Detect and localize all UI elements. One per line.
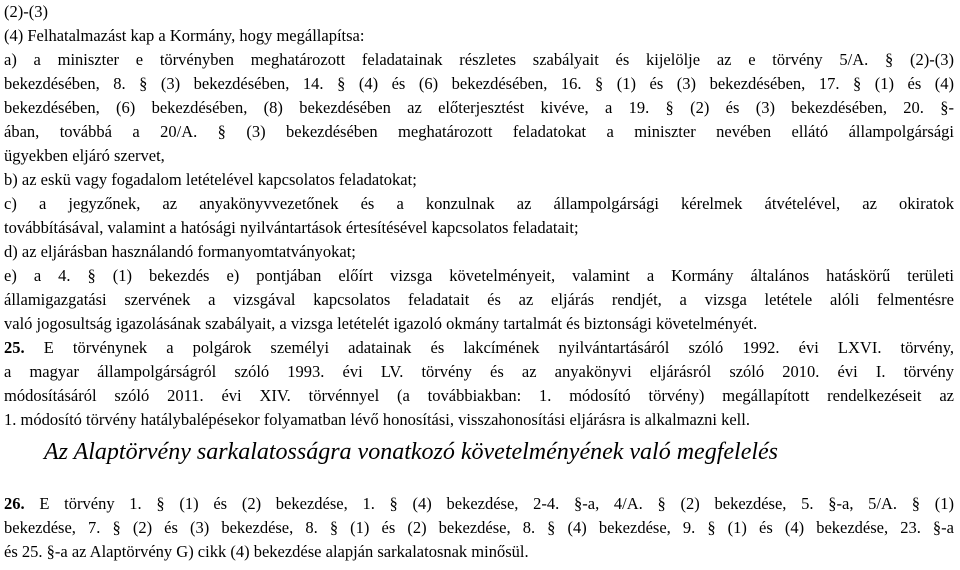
section-number: 25.: [4, 338, 25, 357]
text-line: c) a jegyzőnek, az anyakönyvvezetőnek és a konzulnak az állampolgársági kérelmek átvételével, az okiratok: [4, 194, 954, 213]
section-heading: Az Alaptörvény sarkalatosságra vonatkozó követelményének való megfelelés: [44, 439, 779, 465]
text-line: bekezdésében, 8. § (3) bekezdésében, 14. § (4) és (6) bekezdésében, 16. § (1) és (3) bekezdésében, 17. § (1) és (4): [4, 74, 954, 93]
text-line: továbbításával, valamint a hatósági nyilvántartások értesítésével kapcsolatos feladatait;: [4, 218, 579, 237]
text-line: és 25. §-a az Alaptörvény G) cikk (4) bekezdése alapján sarkalatosnak minősül.: [4, 542, 529, 561]
text-line: b) az eskü vagy fogadalom letételével kapcsolatos feladatokat;: [4, 170, 417, 189]
text-line: a) a miniszter e törvényben meghatározott feladatainak részletes szabályait és kijelölje az e törvény 5/A. § (2)-(3): [4, 50, 954, 69]
text-line: államigazgatási szervének a vizsgával kapcsolatos feladatait és az eljárás rendjét, a vizsga letétele alóli felmentésre: [4, 290, 954, 309]
text-line: bekezdése, 7. § (2) és (3) bekezdése, 8. § (1) és (2) bekezdése, 8. § (4) bekezdése, 9. § (1) és (4) bekezdése, 23. §-a: [4, 518, 954, 537]
section-25-line: [4, 336, 954, 360]
text-line: módosításáról szóló 2011. évi XIV. törvénnyel (a továbbiakban: 1. módosító törvény) megállapított rendelkezéseit az: [4, 386, 954, 405]
text-line: ügyekben eljáró szervet,: [4, 146, 165, 165]
text-line: E törvény 1. § (1) és (2) bekezdése, 1. § (4) bekezdése, 2-4. §-a, 4/A. § (2) bekezdése, 5. §-a, 5/A. § (1): [39, 494, 954, 513]
text-line: d) az eljárásban használandó formanyomtatványokat;: [4, 242, 356, 261]
text-line: (4) Felhatalmazást kap a Kormány, hogy megállapítsa:: [4, 26, 365, 45]
text-line: a magyar állampolgárságról szóló 1993. évi LV. törvény és az anyakönyvi eljárásról szóló 2010. évi I. törvény: [4, 362, 954, 381]
text-line: 1. módosító törvény hatálybalépésekor folyamatban lévő honosítási, visszahonosítási eljárásra is alkalmazni kell.: [4, 410, 750, 429]
text-line: ában, továbbá a 20/A. § (3) bekezdésében meghatározott feladatokat a miniszter nevében ellátó állampolgársági: [4, 122, 954, 141]
text-line: e) a 4. § (1) bekezdés e) pontjában előírt vizsga követelményeit, valamint a Kormány általános hatáskörű területi: [4, 266, 954, 285]
text-line: való jogosultság igazolásának szabályait, a vizsga letételét igazoló okmány tartalmát és biztonsági követelményét.: [4, 314, 758, 333]
section-number: 26.: [4, 494, 25, 513]
section-26-line: [4, 492, 954, 516]
text-line: bekezdésében, (6) bekezdésében, (8) bekezdésében az előterjesztést kivéve, a 19. § (2) és (3) bekezdésében, 20. §-: [4, 98, 954, 117]
text-line: (2)-(3): [4, 2, 48, 21]
text-line: E törvénynek a polgárok személyi adatainak és lakcímének nyilvántartásáról szóló 1992. évi LXVI. törvény,: [43, 338, 954, 357]
